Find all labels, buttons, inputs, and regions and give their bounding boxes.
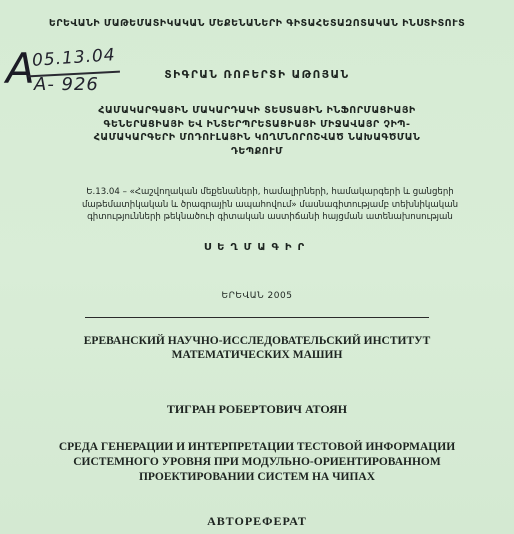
divider-line: [85, 317, 429, 318]
stamp-code: 05.13.04: [31, 45, 117, 71]
institute-russian: [0, 334, 514, 362]
author-armenian: ՏԻԳՐԱՆ ՌՈԲԵՐՏԻ ԱԹՈՅԱՆ: [164, 69, 350, 81]
abstract-label-armenian: ՍԵՂՄԱԳԻՐ: [203, 242, 311, 253]
institute-russian-line: ЕРЕВАНСКИЙ НАУЧНО-ИССЛЕДОВАТЕЛЬСКИЙ ИНСТИТУТ: [83, 335, 431, 347]
stamp-letter: А: [6, 44, 35, 93]
city-year-armenian: ԵՐԵՎԱՆ 2005: [221, 291, 293, 301]
specialty-armenian: [70, 186, 470, 224]
abstract-label-russian: АВТОРЕФЕРАТ: [207, 514, 307, 528]
title-russian: [0, 440, 514, 485]
title-armenian-line: ԳԵՆԵՐԱՑԻԱՅԻ ԵՎ ԻՆՏԵՐՊՐԵՏԱՑԻԱՅԻ ՄԻՋԱՎԱՅՐ ՉԻՊ-: [103, 118, 411, 130]
specialty-line: գիտությունների թեկնածուի գիտական աստիճանի հայցման ատենախոսության: [87, 212, 453, 222]
institute-russian-line: МАТЕМАТИЧЕСКИХ МАШИН: [171, 349, 343, 361]
title-armenian-line: ԴԵՊՔՈՒՄ: [230, 145, 284, 157]
specialty-line: մաթեմատիկական և ծրագրային ապահովում» մասնագիտությամբ տեխնիկական: [81, 199, 459, 210]
title-armenian-line: ՀԱՄԱԿԱՐԳԵՐԻ ՄՈԴՈՒԼԱՅԻՆ ԿՈՂՄՆՈՐՈՇՎԱԾ ՆԱԽԱԳԾՄԱՆ: [93, 132, 421, 143]
institute-armenian: ԵՐԵՎԱՆԻ ՄԱԹԵՄԱՏԻԿԱԿԱՆ ՄԵՔԵՆԱՆԵՐԻ ԳԻՏԱՀԵՏԱԶՈՏԱԿԱՆ ԻՆՍՏԻՏՈՒՏ: [48, 18, 466, 29]
title-armenian: [0, 104, 514, 158]
title-russian-line: СРЕДА ГЕНЕРАЦИИ И ИНТЕРПРЕТАЦИИ ТЕСТОВОЙ ИНФОРМАЦИИ: [58, 441, 456, 453]
title-russian-line: ПРОЕКТИРОВАНИИ СИСТЕМ НА ЧИПАХ: [138, 471, 376, 483]
author-russian: ТИГРАН РОБЕРТОВИЧ АТОЯН: [166, 402, 348, 416]
title-russian-line: СИСТЕМНОГО УРОВНЯ ПРИ МОДУЛЬНО-ОРИЕНТИРОВАННОМ: [73, 456, 441, 468]
title-armenian-line: ՀԱՄԱԿԱՐԳԱՅԻՆ ՄԱԿԱՐԴԱԿԻ ՏԵՍՏԱՅԻՆ ԻՆՖՈՐՄԱՑԻԱՅԻ: [98, 105, 416, 116]
specialty-line: Ե.13.04 – «Հաշվողական մեքենաների, համալիրների, համակարգերի և ցանցերի: [86, 187, 454, 197]
stamp-number: А- 926: [34, 74, 99, 95]
